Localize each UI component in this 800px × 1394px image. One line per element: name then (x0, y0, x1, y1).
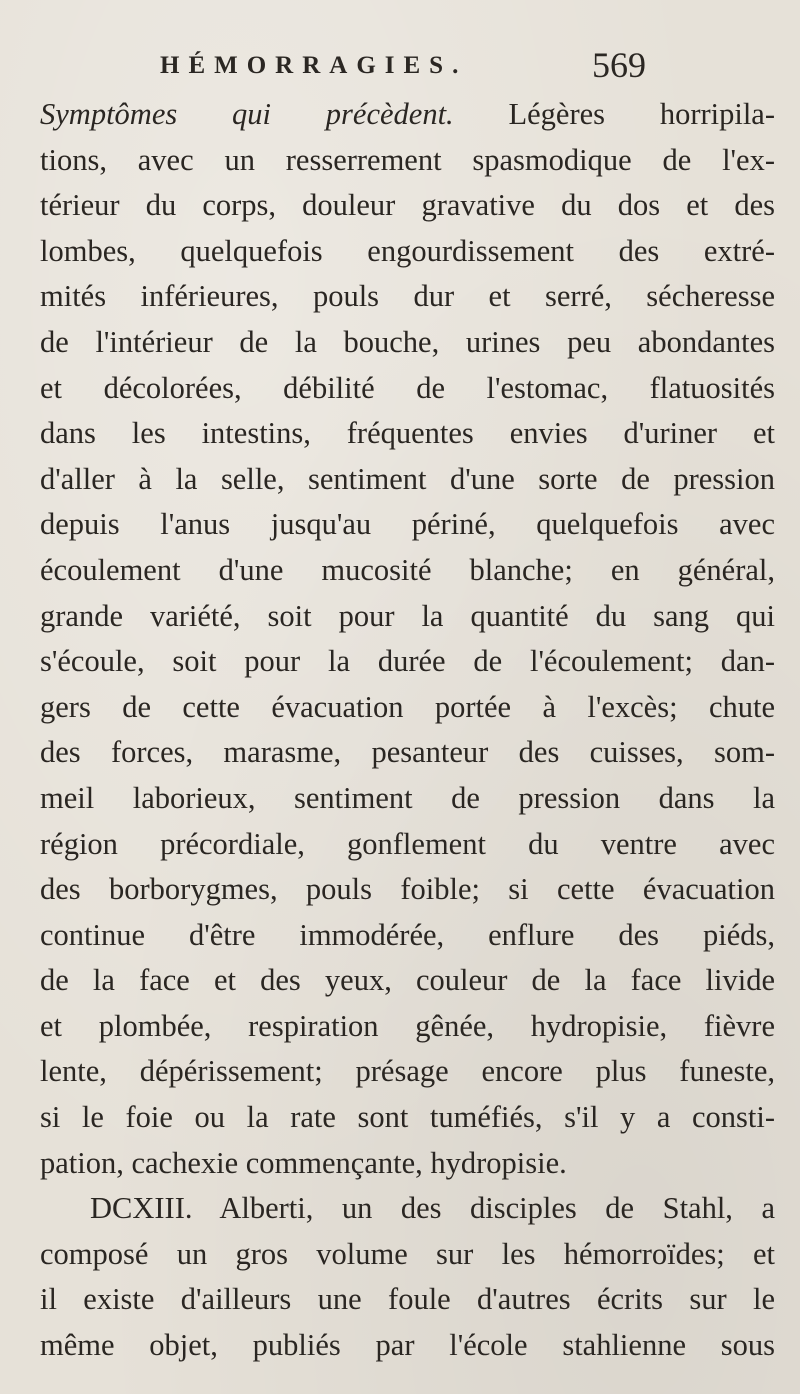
text-line: région précordiale, gonflement du ventre avec (40, 826, 775, 861)
text-line: mités inférieures, pouls dur et serré, sécheresse (40, 279, 775, 314)
text-line: tions, avec un resserrement spasmodique de l'ex- (40, 142, 775, 177)
text-line: s'écoule, soit pour la durée de l'écoulement; dan- (40, 644, 775, 679)
text-line: si le foie ou la rate sont tuméfiés, s'il y a consti- (40, 1100, 775, 1135)
body-text (40, 92, 775, 1369)
text-line: de l'intérieur de la bouche, urines peu abondantes (40, 324, 775, 359)
text-line: meil laborieux, sentiment de pression dans la (40, 780, 775, 815)
running-head: HÉMORRAGIES. (160, 52, 468, 79)
text-line: lente, dépérissement; présage encore plus funeste, (40, 1054, 775, 1089)
text-line: même objet, publiés par l'école stahlienne sous (40, 1328, 775, 1363)
text-line: continue d'être immodérée, enflure des piéds, (40, 917, 775, 952)
page-number: 569 (592, 45, 646, 85)
text-line: DCXIII. Alberti, un des disciples de Stahl, a (90, 1191, 775, 1226)
text-line: grande variété, soit pour la quantité du sang qui (40, 598, 775, 633)
text-line: il existe d'ailleurs une foule d'autres écrits sur le (40, 1282, 775, 1317)
text-line: d'aller à la selle, sentiment d'une sorte de pression (40, 461, 775, 496)
section-heading-italic: Symptômes qui précèdent. (40, 97, 454, 131)
text-line: gers de cette évacuation portée à l'excès; chute (40, 689, 775, 724)
text-line-content: Légères horripila- (453, 97, 776, 131)
text-line: lombes, quelquefois engourdissement des extré- (40, 233, 775, 268)
text-line: dans les intestins, fréquentes envies d'uriner et (40, 416, 775, 451)
text-line (40, 92, 775, 138)
text-line: et plombée, respiration gênée, hydropisie, fièvre (40, 1008, 775, 1043)
text-line: depuis l'anus jusqu'au périné, quelquefois avec (40, 507, 775, 542)
text-line: de la face et des yeux, couleur de la face livide (40, 963, 775, 998)
text-line: et décolorées, débilité de l'estomac, flatuosités (40, 370, 775, 405)
text-line: pation, cachexie commençante, hydropisie. (40, 1145, 567, 1180)
text-line: des forces, marasme, pesanteur des cuisses, som- (40, 735, 775, 770)
text-line: écoulement d'une mucosité blanche; en général, (40, 552, 775, 587)
text-line: térieur du corps, douleur gravative du dos et des (40, 188, 775, 223)
text-line: composé un gros volume sur les hémorroïdes; et (40, 1236, 775, 1271)
text-line: des borborygmes, pouls foible; si cette évacuation (40, 872, 775, 907)
